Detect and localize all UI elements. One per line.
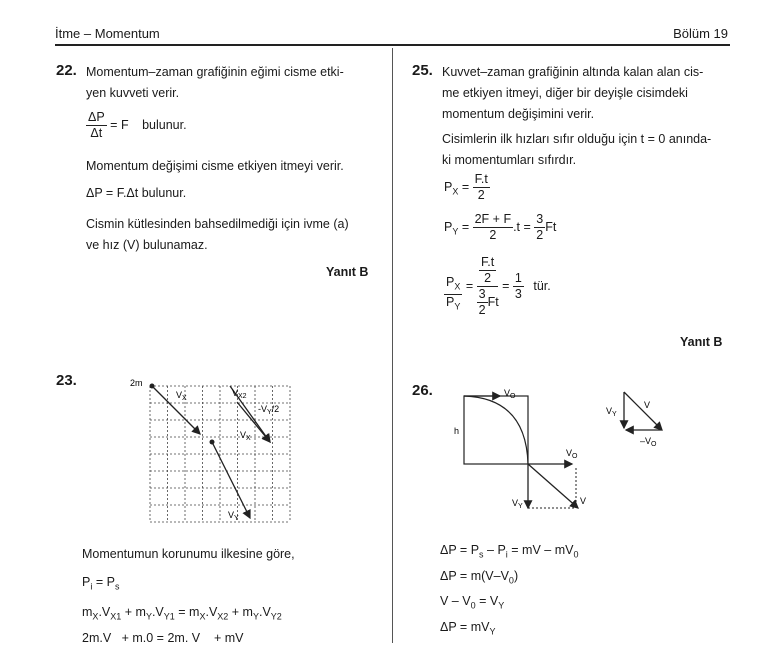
q23-eq2-p: .V <box>98 605 111 619</box>
column-divider <box>392 48 393 643</box>
q23-vy-arrow <box>212 442 250 518</box>
q23-eq2-s: Y1 <box>163 611 175 622</box>
q25-py-lhs: P <box>444 219 453 234</box>
q22-formula <box>86 110 187 141</box>
q23-label-2m: 2m <box>130 378 143 388</box>
q23-eq2-s: X1 <box>110 611 122 622</box>
q23-grid-diagram <box>120 372 300 532</box>
q25-ratio-fden2: 2 <box>478 303 486 317</box>
q25-py-sub: Y <box>452 226 459 237</box>
svg-text:VY: $V_Y$ <box>512 498 523 510</box>
q26-eq: $\Delta P = m(V-V_0)$ <box>440 568 519 585</box>
q25-ratio-fnum: F.t <box>481 255 495 269</box>
q23-label-vy: $V_Y$ <box>228 510 239 522</box>
q22-line: ΔP = F.Δt bulunur. <box>86 186 187 200</box>
q23-eq1-mid: = P <box>92 575 115 589</box>
q22-line: Momentum değişimi cisme etkiyen itmeyi verir. <box>86 159 344 173</box>
svg-text:V: V <box>644 400 651 410</box>
header-rule <box>55 44 730 46</box>
q26-eq: $V - V_0 = V_Y$ <box>440 594 505 611</box>
q25-ratio-tail: tür. <box>533 278 551 293</box>
q25-py-num2: 3 <box>536 212 544 226</box>
q26-triangle-diagram <box>604 384 684 454</box>
q25-ratio-den-sub: Y <box>454 301 461 312</box>
q22-formula-rhs: = F <box>110 117 129 132</box>
q23-eq2-p: + m <box>121 605 146 619</box>
q25-py-tail: Ft <box>545 219 557 234</box>
question-22-body <box>86 62 376 104</box>
q22-frac-den: Δt <box>90 126 103 140</box>
q23-eq2-p: + m <box>228 605 253 619</box>
running-header-title: İtme – Momentum <box>55 26 160 41</box>
q23-eq2-s: Y <box>252 611 259 622</box>
q25-ratio-fden: 3 <box>478 287 486 301</box>
q25-py-den2: 2 <box>536 228 544 242</box>
q23-eq1-sub1: i <box>90 581 93 592</box>
svg-text:V: V <box>580 496 587 506</box>
q22-line: ve hız (V) bulunamaz. <box>86 238 208 252</box>
q22-formula-tail: bulunur. <box>142 117 187 132</box>
q26-projectile-diagram <box>448 376 598 516</box>
q25-px-sub: X <box>452 186 459 197</box>
q25-line: Kuvvet–zaman grafiğinin altında kalan alan cis- <box>442 65 704 79</box>
question-23-number: 23. <box>56 372 77 389</box>
q25-ratio-fden-tail: Ft <box>487 294 499 309</box>
q23-eq2-s: Y2 <box>270 611 282 622</box>
q25-eq-px: $P_X$ = $\frac{F.t}{2}$ <box>444 172 488 202</box>
q23-eq2-s: X <box>199 611 206 622</box>
q23-label-vy2: $-V_Y/2$ <box>258 404 280 416</box>
q25-py-den: 2 <box>489 228 497 242</box>
q25-ratio-num: P <box>446 274 455 289</box>
q25-py-mid: .t = <box>513 219 531 234</box>
svg-text:VO: $V_O$ <box>504 388 516 400</box>
svg-text:h: h <box>454 426 460 436</box>
q23-eq2-s: X <box>92 611 99 622</box>
q25-ratio-num-sub: X <box>454 281 461 291</box>
q23-eq1-sub2: s <box>114 581 120 592</box>
q23-eq2-p: .V <box>258 605 271 619</box>
q25-ratio-fnum2: 2 <box>484 271 492 285</box>
q22-para <box>86 214 381 256</box>
q23-eq2-s: X2 <box>217 611 229 622</box>
q25-px-lhs: P <box>444 179 453 194</box>
q23-label-vx: $V_X$ <box>176 390 187 402</box>
question-26-number: 26. <box>412 382 433 399</box>
q26-eq: $\Delta P = mV_Y$ <box>440 619 496 636</box>
svg-text:VO: $V_O$ <box>566 448 578 460</box>
q25-line: momentum değişimini verir. <box>442 107 595 121</box>
q22-frac-num: ΔP <box>88 110 105 124</box>
q25-answer: Yanıt B <box>680 335 723 349</box>
q22-line: Cismin kütlesinden bahsedilmediği için ivme (a) <box>86 217 349 231</box>
q25-ratio-res-num: 1 <box>514 271 522 285</box>
svg-text:VY: $V_Y$ <box>606 406 617 418</box>
q26-eq: $\Delta P = P_s - P_i$ = mV – $mV_0$ <box>440 543 579 560</box>
q23-eq2-p: m <box>82 605 93 619</box>
q25-line: ki momentumları sıfırdır. <box>442 153 577 167</box>
q23-label-vx2: $V_{X2}$ <box>232 388 247 400</box>
q25-py-num: 2F + F <box>474 212 512 226</box>
q25-line: me etkiyen itmeyi, diğer bir deyişle cisimdeki <box>442 86 688 100</box>
q25-ratio-res-den: 3 <box>514 287 522 301</box>
q23-eq2-p: .V <box>151 605 164 619</box>
q25-px-den: 2 <box>477 188 485 202</box>
q23-eq2-s: Y <box>145 611 152 622</box>
q23-eq2-p: = m <box>174 605 200 619</box>
question-25-body <box>442 62 732 171</box>
q25-line: Cisimlerin ilk hızları sıfır olduğu için t = 0 anında- <box>442 132 712 146</box>
q23-eq2 <box>82 602 282 628</box>
svg-text:–VO: $-V_O$ <box>640 436 657 448</box>
q25-px-num: F.t <box>474 172 488 186</box>
q23-label-vx-b: $V_X$ <box>240 430 251 442</box>
q23-eq1 <box>82 572 119 598</box>
q22-line: yen kuvveti verir. <box>86 86 180 100</box>
q25-eq-py: $P_Y$ = $\frac{2F + F}{2}$ .t = $\frac{3}{2}$ Ft <box>444 212 557 242</box>
q23-eq3: 2m.V + m.0 = 2m. V + mV <box>82 631 244 645</box>
question-25-number: 25. <box>412 62 433 79</box>
q25-ratio-den: P <box>446 295 455 309</box>
q23-eq2-p: .V <box>205 605 218 619</box>
q22-answer: Yanıt B <box>326 265 369 279</box>
q23-eq1-a: P <box>82 575 91 589</box>
q23-line: Momentumun korunumu ilkesine göre, <box>82 547 295 561</box>
q22-line: Momentum–zaman grafiğinin eğimi cisme etki- <box>86 65 344 79</box>
q26-equations <box>440 540 578 642</box>
running-header-chapter: Bölüm 19 <box>673 26 728 41</box>
question-22-number: 22. <box>56 62 77 79</box>
q25-eq-ratio: $\frac{P_X}{P_Y}$ = $\frac{F.t}{2}$ $\frac{3}{2}$ Ft = $\frac{1}{3}$ tür. <box>446 255 551 317</box>
